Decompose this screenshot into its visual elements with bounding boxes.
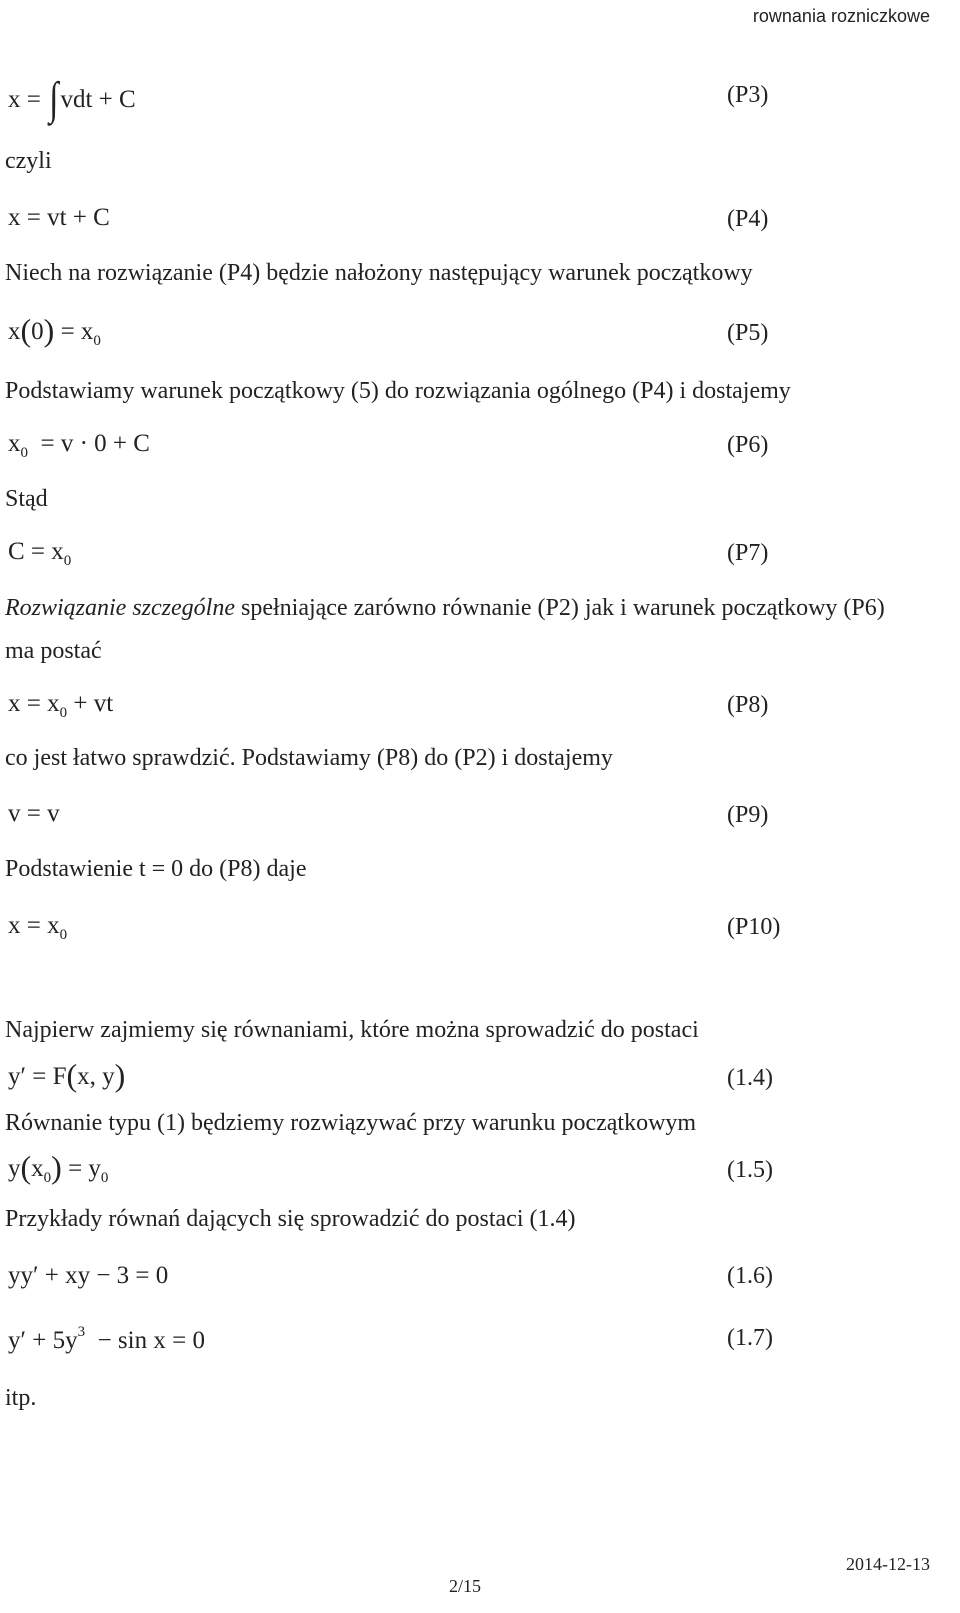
equation-p6: $x_0 = v \cdot 0 + C$ (8, 430, 150, 461)
text-przyklady: Przykłady równań dających się sprowadzić do postaci (1.4) (5, 1206, 576, 1232)
equation-label-p5: (P5) (727, 320, 769, 346)
integral-sign: ∫ (49, 74, 59, 125)
equation-label-1-6: (1.6) (727, 1263, 773, 1289)
text-najpierw: Najpierw zajmiemy się równaniami, które można sprowadzić do postaci (5, 1017, 699, 1043)
equation-label-p8: (P8) (727, 692, 769, 718)
equation-label-p3: (P3) (727, 82, 769, 108)
text-co-jest: co jest łatwo sprawdzić. Podstawiamy (P8) do (P2) i dostajemy (5, 745, 613, 771)
equation-p10: $x = x_0$ (8, 912, 68, 943)
page-number: 2/15 (449, 1576, 482, 1596)
equation-label-p7: (P7) (727, 540, 769, 566)
text-rozwiazanie-rest: spełniające zarówno równanie (P2) jak i warunek początkowy (P6) (234, 595, 885, 621)
text-czyli: czyli (5, 148, 52, 174)
equation-label-p10: (P10) (727, 914, 781, 940)
text-rozwiazanie-italic: Rozwiązanie szczególne (5, 595, 235, 621)
text-rozwiazanie (5, 595, 885, 622)
equation-p9: v = v (8, 800, 60, 827)
equation-1-6: yy′ + xy − 3 = 0 (8, 1262, 169, 1289)
footer-date: 2014-12-13 (846, 1554, 930, 1574)
text-podstawiamy-1: Podstawiamy warunek początkowy (5) do rozwiązania ogólnego (P4) i dostajemy (5, 378, 791, 404)
equation-label-p6: (P6) (727, 432, 769, 458)
page-header-title: rownania rozniczkowe (752, 6, 930, 26)
equation-p4: x = vt + C (8, 204, 110, 231)
equation-label-1-7: (1.7) (727, 1325, 773, 1351)
equation-label-p4: (P4) (727, 206, 769, 232)
text-rownanie-typu: Równanie typu (1) będziemy rozwiązywać przy warunku początkowym (5, 1110, 697, 1136)
equation-label-p9: (P9) (727, 802, 769, 828)
text-ma-postac: ma postać (5, 638, 102, 664)
equation-p8: $x = x_0$ + vt (8, 690, 114, 721)
equation-1-7: $y' + 5y^3 - \sin x = 0$ (8, 1324, 205, 1354)
equation-p7: $C = x_0$ (8, 538, 72, 569)
text-itp: itp. (5, 1385, 37, 1411)
equation-1-5: $y(x_0) = y_0$ (8, 1149, 109, 1186)
equation-label-1-4: (1.4) (727, 1065, 773, 1091)
equation-label-1-5: (1.5) (727, 1157, 773, 1183)
text-podstawienie: Podstawienie t = 0 do (P8) daje (5, 856, 307, 882)
equation-1-4: y′ = F(x, y) (8, 1057, 126, 1093)
text-niech: Niech na rozwiązanie (P4) będzie nałożony następujący warunek początkowy (5, 260, 753, 286)
equation-p5: $x(0) = x_0$ (8, 312, 101, 349)
text-stad: Stąd (5, 486, 48, 512)
equation-p3: x = ∫vdt + C (8, 74, 136, 125)
